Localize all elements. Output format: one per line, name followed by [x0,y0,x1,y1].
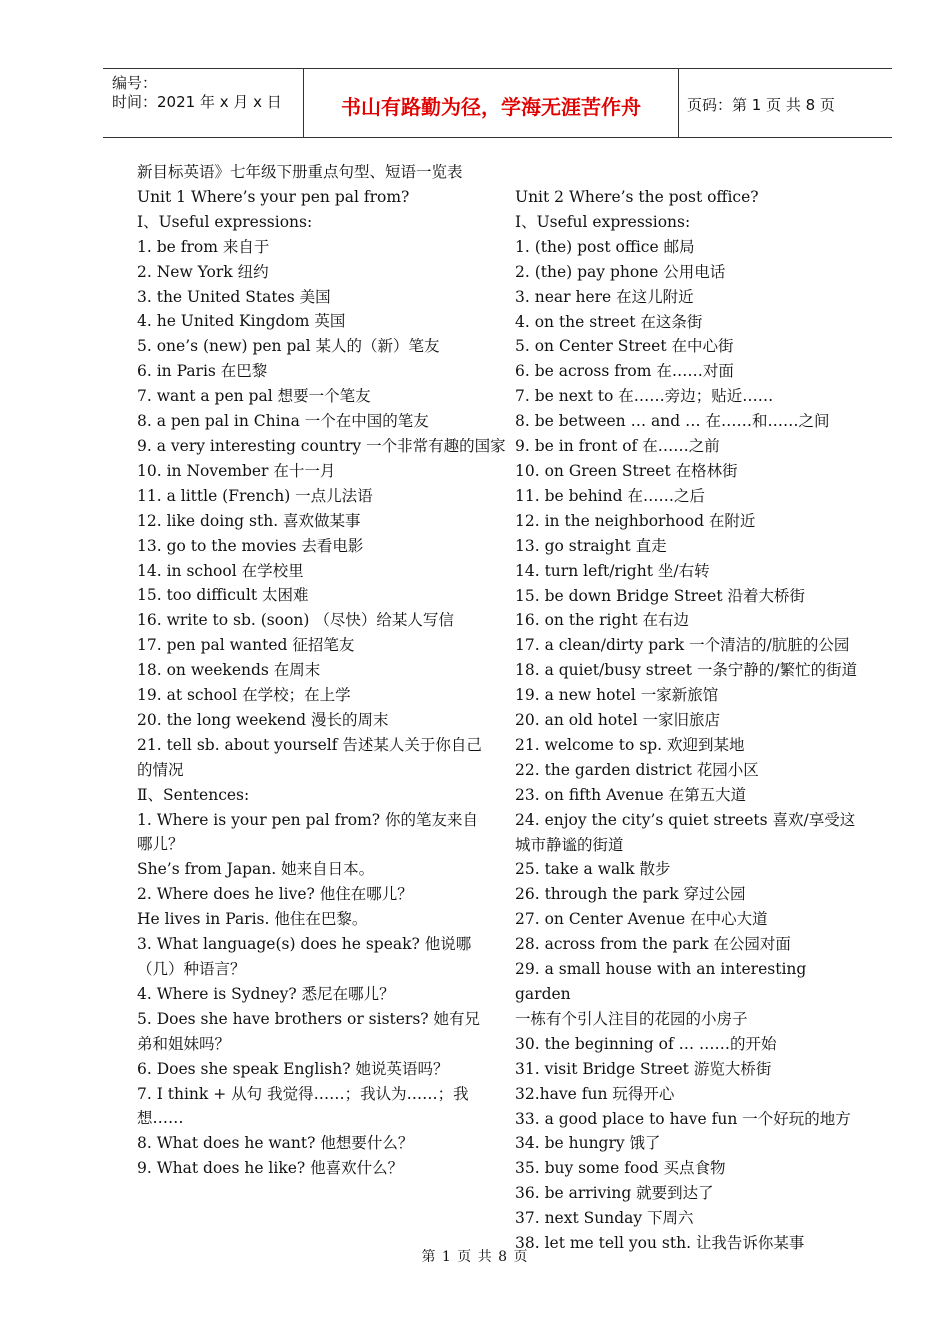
text-line: 16. write to sb. (soon) （尽快）给某人写信 [137,611,454,630]
text-line: 28. across from the park 在公园对面 [515,935,791,954]
text-line: 29. a small house with an interesting garden [515,960,807,1003]
text-line: 12. in the neighborhood 在附近 [515,511,756,530]
text-line: 8. What does he want? 他想要什么？ [137,1134,414,1153]
text-line: 14. turn left/right 坐/右转 [515,561,710,580]
text-line: 20. the long weekend 漫长的周末 [137,710,389,729]
text-line: 4. Where is Sydney? 悉尼在哪儿？ [137,984,395,1003]
text-line: 19. at school 在学校；在上学 [137,686,351,705]
text-line: 19. a new hotel 一家新旅馆 [515,686,719,705]
text-line: 9. What does he like? 他喜欢什么？ [137,1159,404,1178]
text-line: 25. take a walk 散步 [515,860,671,879]
header-motto-cell [303,69,679,137]
text-line: 31. visit Bridge Street 游览大桥街 [515,1059,772,1078]
text-line: 5. Does she have brothers or sisters? 她有兄弟和姐妹吗？ [137,1009,481,1053]
text-line: He lives in Paris. 他住在巴黎。 [137,910,368,929]
text-line: 37. next Sunday 下周六 [515,1209,694,1228]
text-line: 9. be in front of 在……之前 [515,437,720,456]
text-line: 7. want a pen pal 想要一个笔友 [137,387,371,406]
right-column [515,185,865,1256]
text-line: 8. a pen pal in China 一个在中国的笔友 [137,412,429,431]
text-line: 27. on Center Avenue 在中心大道 [515,910,768,929]
text-line: 7. I think + 从句 我觉得……；我认为……；我想…… [137,1084,469,1128]
text-line: Ⅱ、Sentences: [137,785,250,804]
left-column [137,160,506,1181]
text-line: 一栋有个引人注目的花园的小房子 [515,1009,748,1028]
text-line: 3. near here 在这儿附近 [515,287,694,306]
text-line: 1. be from 来自于 [137,237,270,256]
text-line: 1. Where is your pen pal from? 你的笔友来自哪儿？ [137,810,479,854]
text-line: 15. too difficult 太困难 [137,586,309,605]
text-line: 32.have fun 玩得开心 [515,1084,675,1103]
text-line: 1. (the) post office 邮局 [515,237,695,256]
page-header [103,68,892,138]
text-line: 20. an old hotel 一家旧旅店 [515,711,720,730]
text-line: 18. on weekends 在周末 [137,661,321,680]
text-line: 17. a clean/dirty park 一个清洁的/肮脏的公园 [515,636,850,655]
text-line: 6. Does she speak English? 她说英语吗？ [137,1059,449,1078]
text-line: 21. tell sb. about yourself 告述某人关于你自己的情况 [137,735,482,779]
text-line: 7. be next to 在……旁边；贴近…… [515,387,774,406]
text-line: 22. the garden district 花园小区 [515,760,759,779]
text-line: 8. be between … and … 在……和……之间 [515,412,830,431]
text-line: 13. go straight 直走 [515,536,667,555]
text-line: 5. on Center Street 在中心街 [515,337,734,356]
text-line: 6. in Paris 在巴黎 [137,362,268,381]
text-line: 3. What language(s) does he speak? 他说哪（几）种语言？ [137,935,472,978]
text-line: 10. on Green Street 在格林街 [515,461,738,480]
text-line: 36. be arriving 就要到达了 [515,1184,714,1203]
document-number-label: 编号： [112,74,158,92]
text-line: Ⅰ、Useful expressions: [137,212,313,231]
text-line: 33. a good place to have fun 一个好玩的地方 [515,1109,851,1128]
text-line: 5. one’s (new) pen pal 某人的（新）笔友 [137,337,440,356]
text-line: 2. (the) pay phone 公用电话 [515,262,726,281]
text-line: 15. be down Bridge Street 沿着大桥街 [515,586,805,605]
text-line: 9. a very interesting country 一个非常有趣的国家 [137,436,506,455]
text-line: 38. let me tell you sth. 让我告诉你某事 [515,1234,805,1253]
text-line: 2. Where does he live? 他住在哪儿？ [137,885,413,904]
text-line: 35. buy some food 买点食物 [515,1159,726,1178]
text-line: 新目标英语》七年级下册重点句型、短语一览表 [137,163,463,181]
text-line: 11. a little (French) 一点儿法语 [137,486,373,505]
text-line: 24. enjoy the city’s quiet streets 喜欢/享受这城市静谧的街道 [515,810,856,854]
text-line: Unit 2 Where’s the post office? [515,188,759,206]
text-line: 18. a quiet/busy street 一条宁静的/繁忙的街道 [515,661,858,680]
header-meta-cell [103,69,303,137]
text-line: 26. through the park 穿过公园 [515,885,746,904]
text-line: 2. New York 纽约 [137,262,269,281]
text-line: 3. the United States 美国 [137,287,331,306]
page-footer: 第 1 页 共 8 页 [421,1249,529,1265]
text-line: 23. on fifth Avenue 在第五大道 [515,785,747,804]
text-line: 6. be across from 在……对面 [515,362,734,381]
text-line: She’s from Japan. 她来自日本。 [137,860,375,879]
text-line: 12. like doing sth. 喜欢做某事 [137,511,361,530]
header-page-cell [678,69,892,137]
text-line: 10. in November 在十一月 [137,461,336,480]
header-page-number: 页码：第 1 页 共 8 页 [687,96,835,114]
document-date-label: 时间：2021 年 x 月 x 日 [112,93,282,111]
text-line: 30. the beginning of … ……的开始 [515,1034,777,1053]
text-line: 34. be hungry 饿了 [515,1134,661,1153]
header-motto: 书山有路勤为径，学海无涯苦作舟 [341,95,641,119]
text-line: 21. welcome to sp. 欢迎到某地 [515,735,745,754]
text-line: 11. be behind 在……之后 [515,486,705,505]
text-line: 17. pen pal wanted 征招笔友 [137,636,355,655]
text-line: Ⅰ、Useful expressions: [515,212,691,231]
text-line: Unit 1 Where’s your pen pal from? [137,187,410,206]
text-line: 16. on the right 在右边 [515,611,690,630]
text-line: 4. on the street 在这条街 [515,312,703,331]
text-line: 4. he United Kingdom 英国 [137,312,346,331]
text-line: 13. go to the movies 去看电影 [137,536,364,555]
text-line: 14. in school 在学校里 [137,561,304,580]
